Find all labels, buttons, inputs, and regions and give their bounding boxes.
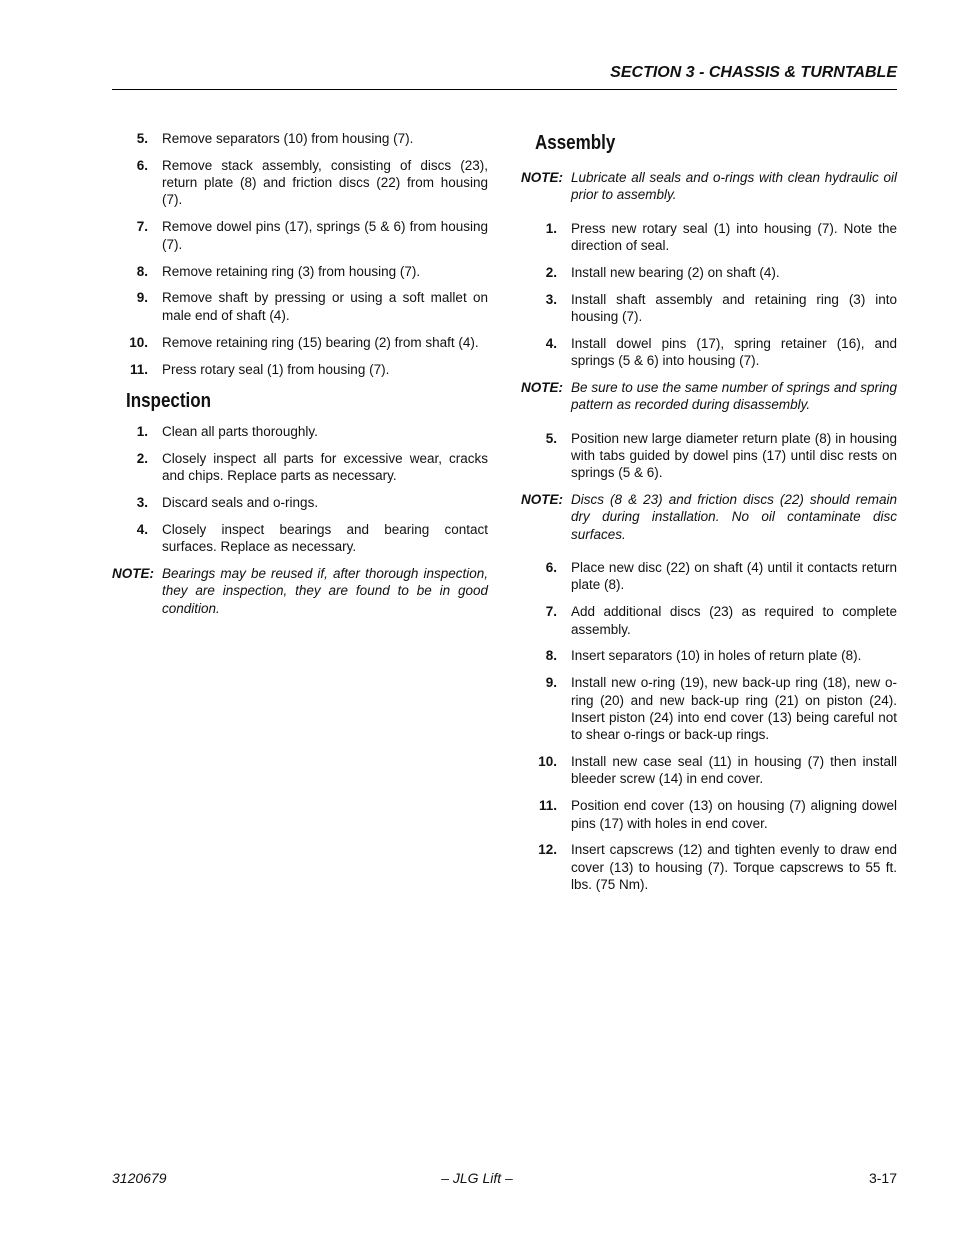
- footer-doc-number: 3120679: [112, 1170, 167, 1186]
- list-item: 1. Press new rotary seal (1) into housing (7). Note the direction of seal.: [545, 220, 897, 253]
- list-item: 9. Install new o-ring (19), new back-up ring (18), new o-ring (20) and new back-up ring (21) on piston (24). Insert piston (24) into end cover (13) being careful not to shear o-rings or back-up rings.: [545, 675, 897, 743]
- assembly-list-a: [521, 220, 897, 370]
- list-item: 8. Remove retaining ring (3) from housing (7).: [136, 263, 421, 279]
- assembly-note-2: NOTE: Be sure to use the same number of springs and spring pattern as recorded during disassembly.: [521, 380, 897, 413]
- assembly-note-1: NOTE: Lubricate all seals and o-rings with clean hydraulic oil prior to assembly.: [521, 170, 897, 203]
- list-item: 6. Place new disc (22) on shaft (4) until it contacts return plate (8).: [545, 560, 897, 593]
- list-item: 3. Discard seals and o-rings.: [136, 494, 319, 510]
- footer-page-number: 3-17: [868, 1170, 897, 1186]
- assembly-heading: Assembly: [535, 132, 616, 154]
- footer-publisher: – JLG Lift –: [441, 1170, 513, 1186]
- list-item: 3. Install shaft assembly and retaining ring (3) into housing (7).: [545, 291, 897, 324]
- list-item: 8. Insert separators (10) in holes of return plate (8).: [545, 648, 862, 664]
- list-item: 4. Closely inspect bearings and bearing contact surfaces. Replace as necessary.: [136, 521, 488, 555]
- list-item: 6. Remove stack assembly, consisting of discs (23), return plate (8) and friction discs (22) from housing (7).: [136, 157, 488, 208]
- list-item: 10. Remove retaining ring (15) bearing (2) from shaft (4).: [129, 334, 479, 350]
- page-header-title: SECTION 3 - CHASSIS & TURNTABLE: [610, 64, 897, 81]
- list-item: 11. Press rotary seal (1) from housing (7).: [129, 361, 390, 377]
- list-item: 7. Add additional discs (23) as required to complete assembly.: [545, 604, 897, 637]
- list-item: 12. Insert capscrews (12) and tighten evenly to draw end cover (13) to housing (7). Torque capscrews to 55 ft. lbs. (75 Nm).: [538, 842, 897, 893]
- inspection-list: [112, 423, 488, 556]
- list-item: 7. Remove dowel pins (17), springs (5 & 6) from housing (7).: [136, 219, 488, 252]
- list-item: 9. Remove shaft by pressing or using a soft mallet on male end of shaft (4).: [136, 290, 488, 323]
- list-item: 11. Position end cover (13) on housing (7) aligning dowel pins (17) with holes in end cover.: [538, 798, 897, 831]
- assembly-list-b: [521, 430, 897, 482]
- list-item: 1. Clean all parts thoroughly.: [136, 423, 318, 439]
- list-item: 2. Closely inspect all parts for excessive wear, cracks and chips. Replace parts as necessary.: [136, 450, 488, 484]
- list-item: 4. Install dowel pins (17), spring retainer (16), and springs (5 & 6) into housing (7).: [545, 335, 897, 369]
- list-item: 5. Remove separators (10) from housing (7).: [136, 131, 414, 146]
- right-column: [521, 130, 897, 903]
- header-rule: [112, 89, 897, 90]
- assembly-list-c: [521, 559, 897, 893]
- inspection-note: NOTE: Bearings may be reused if, after thorough inspection, they are inspection, they are found to be in good condition.: [112, 565, 488, 616]
- list-item: 2. Install new bearing (2) on shaft (4).: [545, 264, 780, 280]
- list-item: 10. Install new case seal (11) in housing (7) then install bleeder screw (14) in end cover.: [538, 754, 897, 787]
- inspection-heading: Inspection: [126, 389, 212, 412]
- assembly-note-3: NOTE: Discs (8 & 23) and friction discs (22) should remain dry during installation. No oil contaminate disc surfaces.: [521, 492, 897, 542]
- left-column: [112, 130, 488, 617]
- disassembly-list: [112, 130, 488, 378]
- list-item: 5. Position new large diameter return plate (8) in housing with tabs guided by dowel pins (17) until disc rests on springs (5 & 6).: [545, 430, 897, 481]
